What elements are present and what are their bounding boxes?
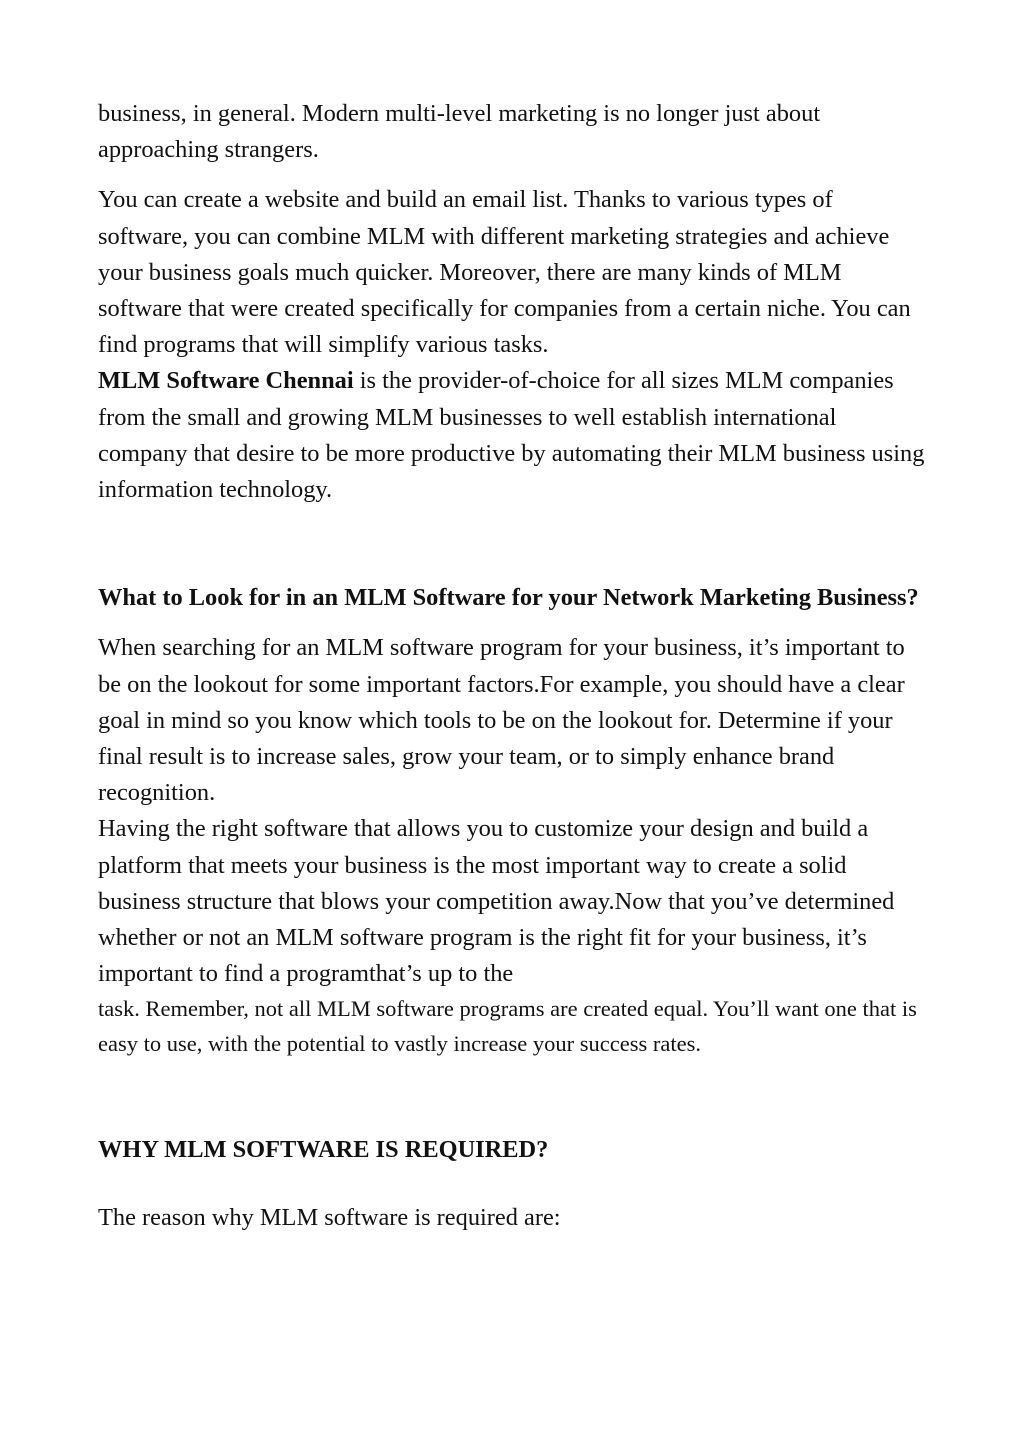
section-heading-why-required: WHY MLM SOFTWARE IS REQUIRED? bbox=[98, 1135, 549, 1163]
paragraph-searching: When searching for an MLM software program for your business, it’s important to be on the lookout for some important factors.For example, you should have a clear goal in mind so you know which tools to be on the lookout for. Determine if your final result is to increase sales, grow your team, or to simply enhance brand recognition. bbox=[98, 634, 905, 807]
paragraph-reason: The reason why MLM software is required are: bbox=[98, 1203, 561, 1231]
paragraph-remember: task. Remember, not all MLM software programs are created equal. You’ll want one that is easy to use, with the potential to vastly increase your success rates. bbox=[98, 996, 917, 1057]
document-body bbox=[98, 96, 928, 1236]
section-heading-what-to-look-for: What to Look for in an MLM Software for your Network Marketing Business? bbox=[98, 584, 919, 612]
paragraph-company-text: is the provider-of-choice for all sizes MLM companies from the small and growing MLM businesses to well establish international company that desire to be more productive by automating their MLM business using information technology. bbox=[98, 367, 925, 504]
paragraph-intro: business, in general. Modern multi-level marketing is no longer just about approaching strangers. bbox=[98, 100, 821, 164]
paragraph-right-software: Having the right software that allows you to customize your design and build a platform that meets your business is the most important way to create a solid business structure that blows your competition away.Now that you’ve determined whether or not an MLM software program is the right fit for your business, it’s important to find a programthat’s up to the bbox=[98, 815, 895, 988]
paragraph-software-overview bbox=[98, 182, 928, 508]
paragraph-lead-text: You can create a website and build an email list. Thanks to various types of software, you can combine MLM with different marketing strategies and achieve your business goals much quicker. Moreover, there are many kinds of MLM software that were created specifically for companies from a certain niche. You can find programs that will simplify various tasks. bbox=[98, 186, 911, 359]
company-name-bold: MLM Software Chennai bbox=[98, 367, 354, 395]
